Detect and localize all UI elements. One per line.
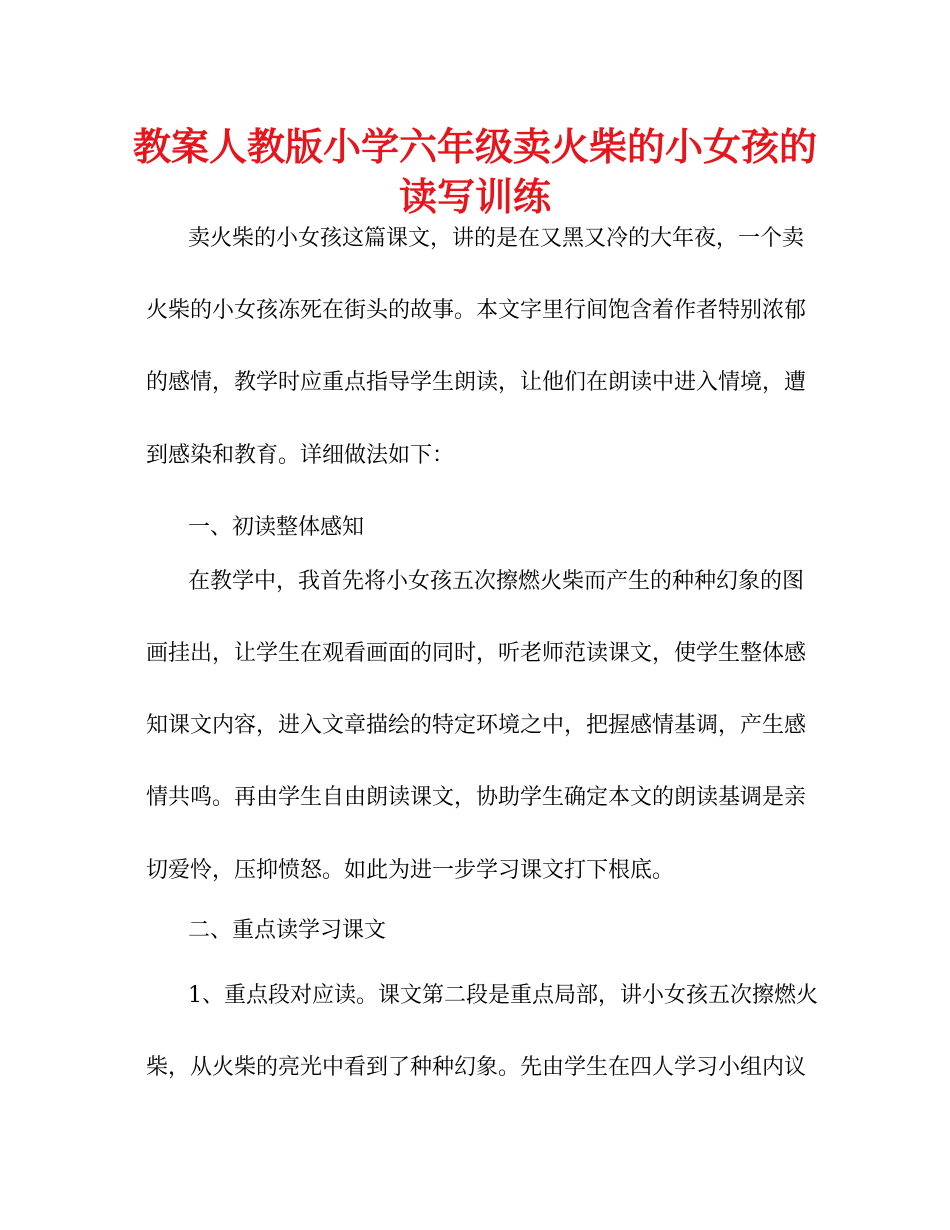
document-title-line-1: 教案人教版小学六年级卖火柴的小女孩的 [132, 125, 817, 169]
section-heading: 二、重点读学习课文 [188, 918, 387, 943]
paragraph-line: 1、重点段对应读。课文第二段是重点局部，讲小女孩五次擦燃火 [188, 983, 818, 1008]
section-heading: 一、初读整体感知 [188, 515, 365, 540]
paragraph-line: 情共鸣。再由学生自由朗读课文，协助学生确定本文的朗读基调是亲 [146, 785, 807, 810]
paragraph-line: 卖火柴的小女孩这篇课文，讲的是在又黑又冷的大年夜，一个卖 [188, 226, 805, 251]
paragraph-line: 到感染和教育。详细做法如下： [146, 443, 455, 468]
paragraph-line: 柴，从火柴的亮光中看到了种种幻象。先由学生在四人学习小组内议 [146, 1055, 807, 1080]
document-title-line-2: 读写训练 [398, 175, 551, 219]
paragraph-line: 火柴的小女孩冻死在街头的故事。本文字里行间饱含着作者特别浓郁 [146, 298, 807, 323]
paragraph-line: 的感情，教学时应重点指导学生朗读，让他们在朗读中进入情境，遭 [146, 370, 807, 395]
paragraph-line: 在教学中，我首先将小女孩五次擦燃火柴而产生的种种幻象的图 [188, 569, 805, 594]
paragraph-line: 画挂出，让学生在观看画面的同时，听老师范读课文，使学生整体感 [146, 641, 807, 666]
paragraph-line: 知课文内容，进入文章描绘的特定环境之中，把握感情基调，产生感 [146, 713, 807, 738]
paragraph-line: 切爱怜，压抑愤怒。如此为进一步学习课文打下根底。 [146, 858, 675, 883]
